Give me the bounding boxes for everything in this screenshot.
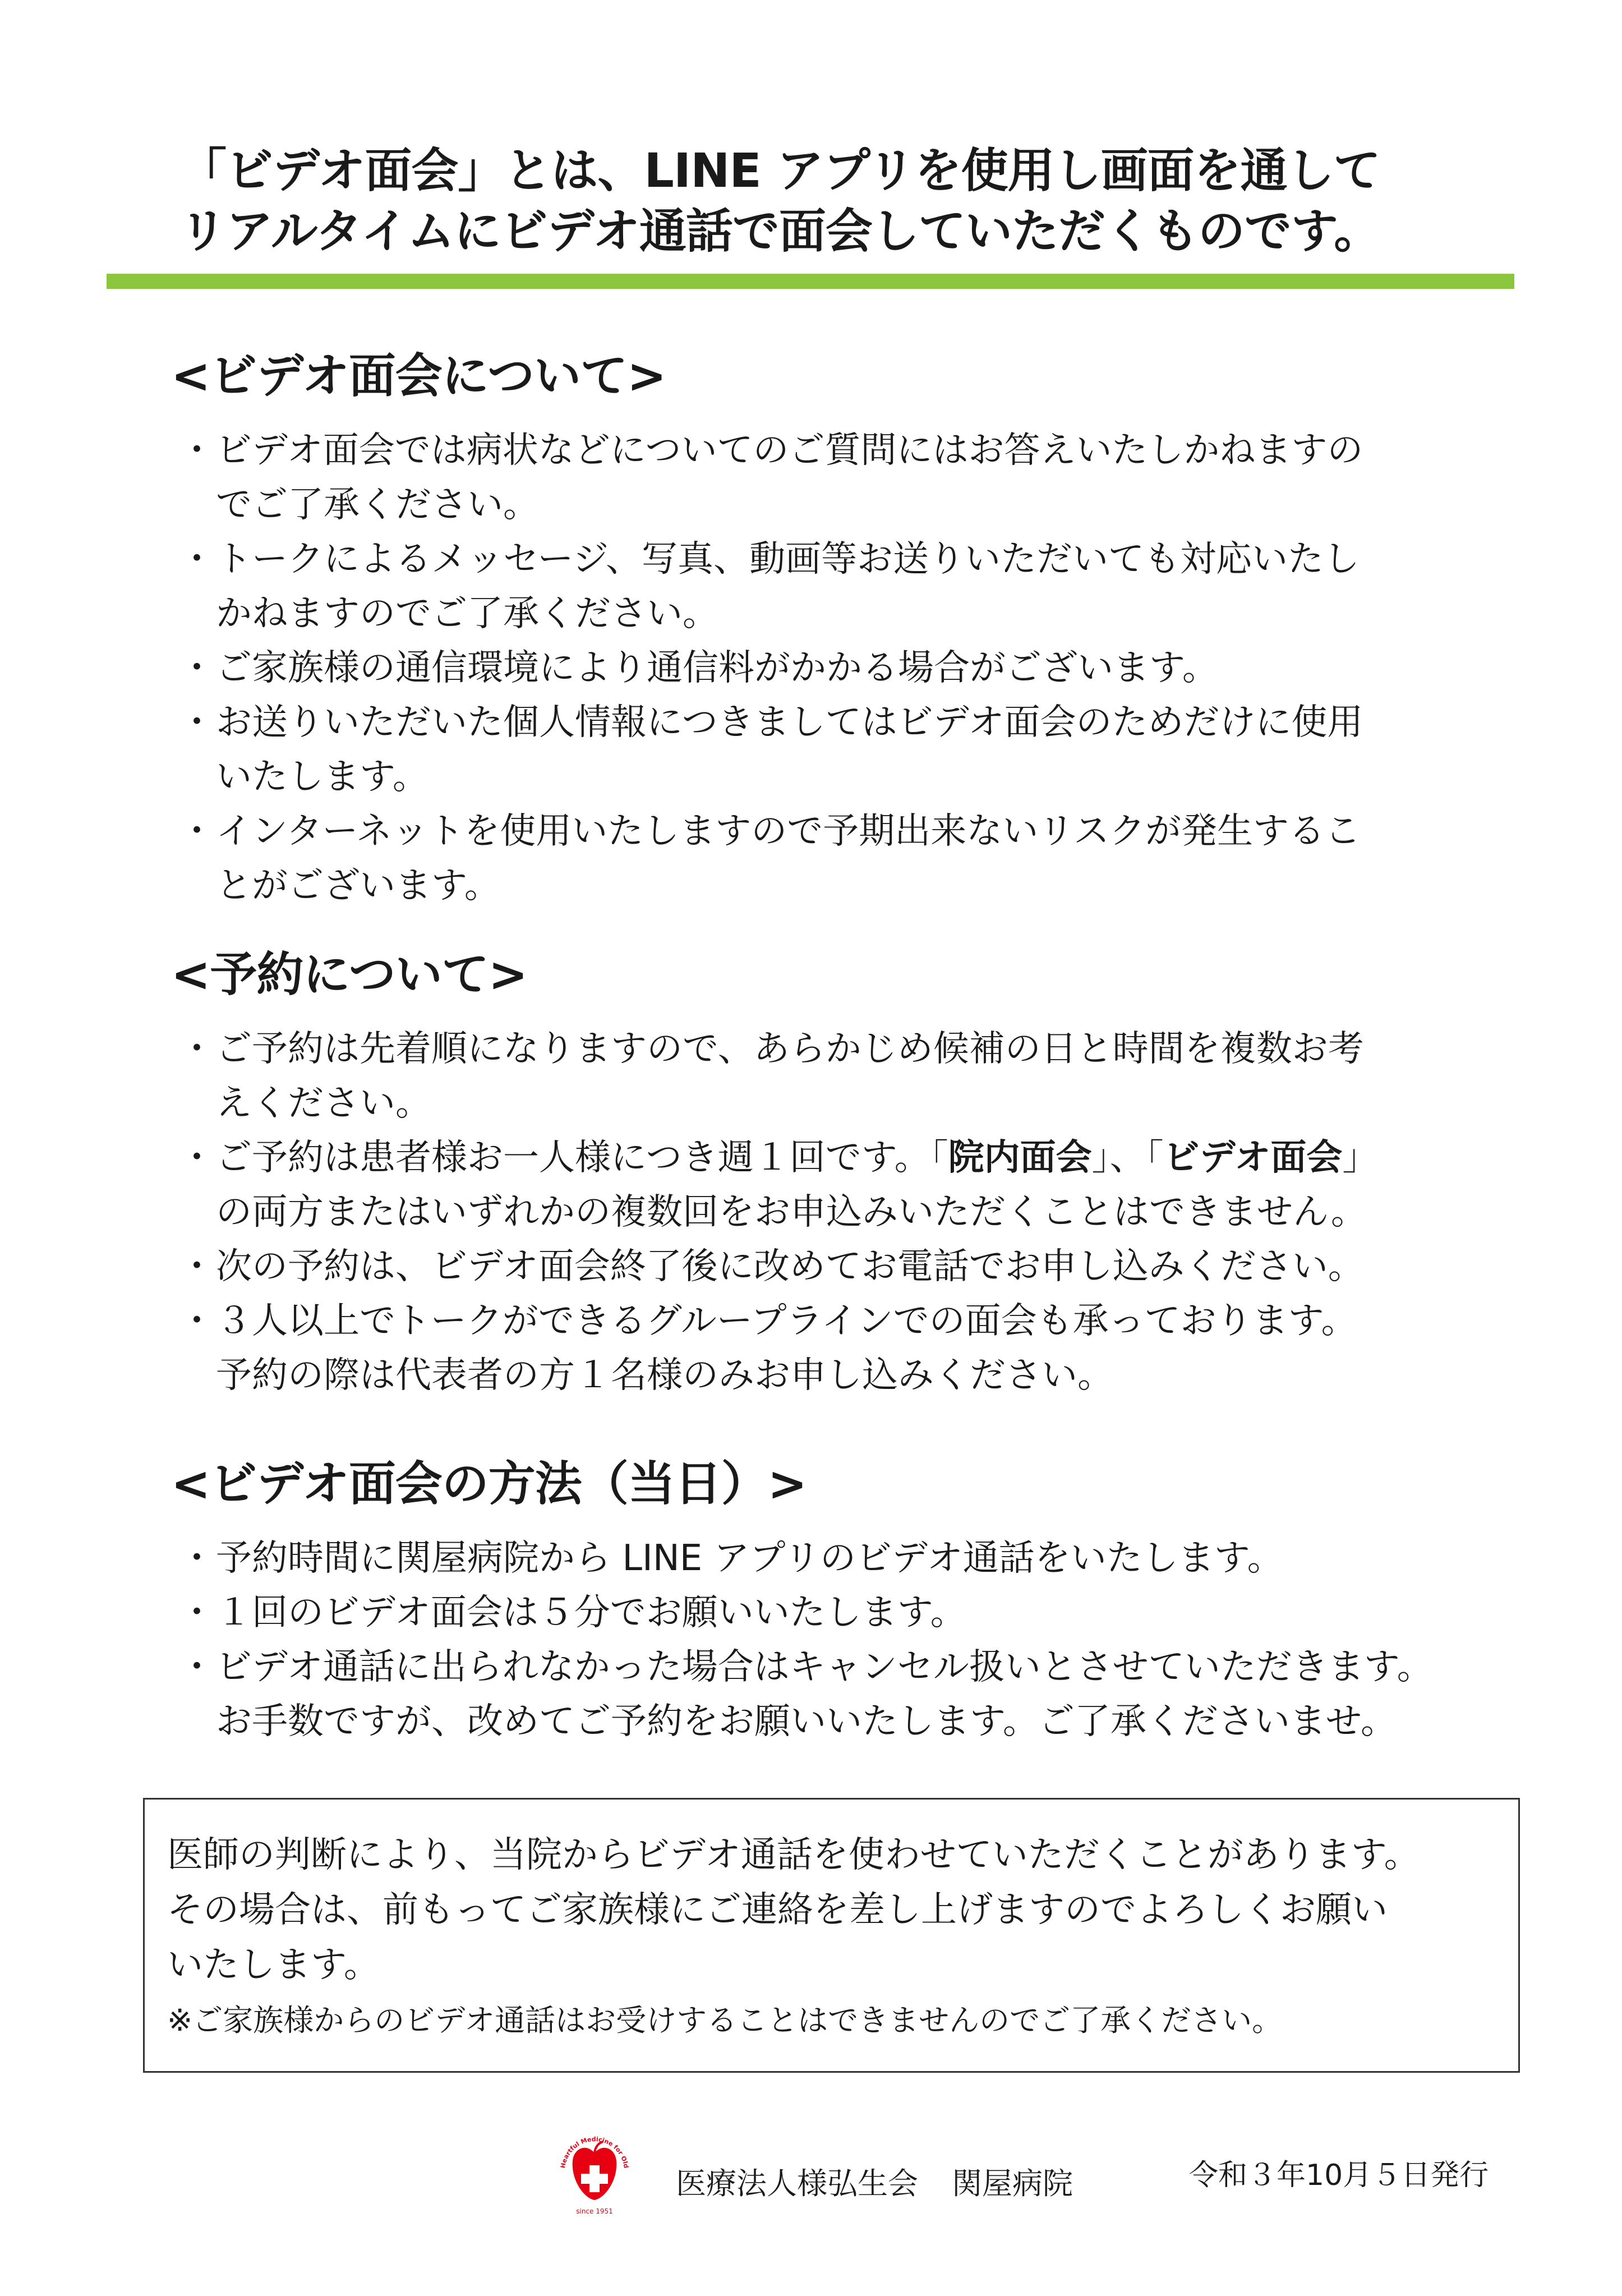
- emphasis-in-hospital-visit: 院内面会: [948, 1137, 1092, 1179]
- section-about-video-visit: [171, 345, 1545, 913]
- list-item: ・ ビデオ通話に出られなかった場合はキャンセル扱いとさせていただきます。 お手数ですが、改めてご予約をお願いいたします。ご了承くださいませ。: [171, 1640, 1545, 1749]
- list-item: ・ 次の予約は、ビデオ面会終了後に改めてお電話でお申し込みください。: [171, 1240, 1545, 1294]
- list-item: [171, 1131, 1545, 1240]
- bullet-list: [171, 424, 1545, 913]
- notice-text: 医師の判断により、当院からビデオ通話を使わせていただくことがあります。 その場合は、前もってご家族様にご連絡を差し上げますのでよろしくお願い いたします。: [167, 1834, 1420, 1986]
- list-item: ・ 予約時間に関屋病院から LINE アプリのビデオ通話をいたします。: [171, 1531, 1545, 1586]
- section-method-on-the-day: [171, 1453, 1545, 1749]
- bullet-list: [171, 1022, 1545, 1403]
- list-item: ・ ３人以上でトークができるグループラインでの面会も承っております。 予約の際は代表者の方１名様のみお申し込みください。: [171, 1294, 1545, 1403]
- title-line-1: 「ビデオ面会」とは、LINE アプリを使用し画面を通して: [179, 143, 1380, 198]
- hospital-logo-icon: [552, 2126, 637, 2221]
- hospital-name: 関屋病院: [952, 2166, 1073, 2201]
- emphasis-video-visit: ビデオ面会: [1163, 1137, 1343, 1179]
- section-reservation: [171, 944, 1545, 1403]
- section-heading: <予約について>: [171, 947, 528, 1002]
- bullet-list: [171, 1531, 1545, 1749]
- green-divider: [107, 274, 1514, 289]
- list-item: ・ １回のビデオ面会は５分でお願いいたします。: [171, 1586, 1545, 1640]
- logo-since-text: since 1951: [576, 2207, 613, 2215]
- text-run: 」、「: [1091, 1137, 1164, 1179]
- title-line-2: リアルタイムにビデオ通話で面会していただくものです。: [179, 204, 1381, 259]
- page-title: [179, 140, 1526, 261]
- notice-note: ※ご家族様からのビデオ通話はお受けすることはできませんのでご了承ください。: [167, 2003, 1283, 2038]
- list-item: ・ インターネットを使用いたしますので予期出来ないリスクが発生するこ とがございます。: [171, 804, 1545, 913]
- text-run: ご予約は患者様お一人様につき週１回です。「: [216, 1137, 948, 1179]
- notice-box: [143, 1798, 1520, 2073]
- corporation-name: 医療法人様弘生会: [676, 2166, 918, 2201]
- list-item: ・ ご予約は先着順になりますので、あらかじめ候補の日と時間を複数お考 えください。: [171, 1022, 1545, 1131]
- text-run: 」 の両方またはいずれかの複数回をお申込みいただくことはできません。: [216, 1137, 1379, 1233]
- organization-name: [676, 2164, 1073, 2203]
- section-heading: <ビデオ面会について>: [171, 348, 666, 403]
- section-heading: <ビデオ面会の方法（当日）>: [171, 1456, 807, 1511]
- list-item: ・ お送りいただいた個人情報につきましてはビデオ面会のためだけに使用 いたします。: [171, 696, 1545, 804]
- list-item: ・ ご家族様の通信環境により通信料がかかる場合がございます。: [171, 641, 1545, 696]
- logo-arc-text: Heartful Medicine for Old: [559, 2135, 630, 2169]
- list-item: ・ トークによるメッセージ、写真、動画等お送りいただいても対応いたし かねますのでご了承ください。: [171, 532, 1545, 641]
- issue-date: 令和３年10月５日発行: [1189, 2159, 1489, 2192]
- list-item: ・ ビデオ面会では病状などについてのご質問にはお答えいたしかねますの でご了承ください。: [171, 424, 1545, 532]
